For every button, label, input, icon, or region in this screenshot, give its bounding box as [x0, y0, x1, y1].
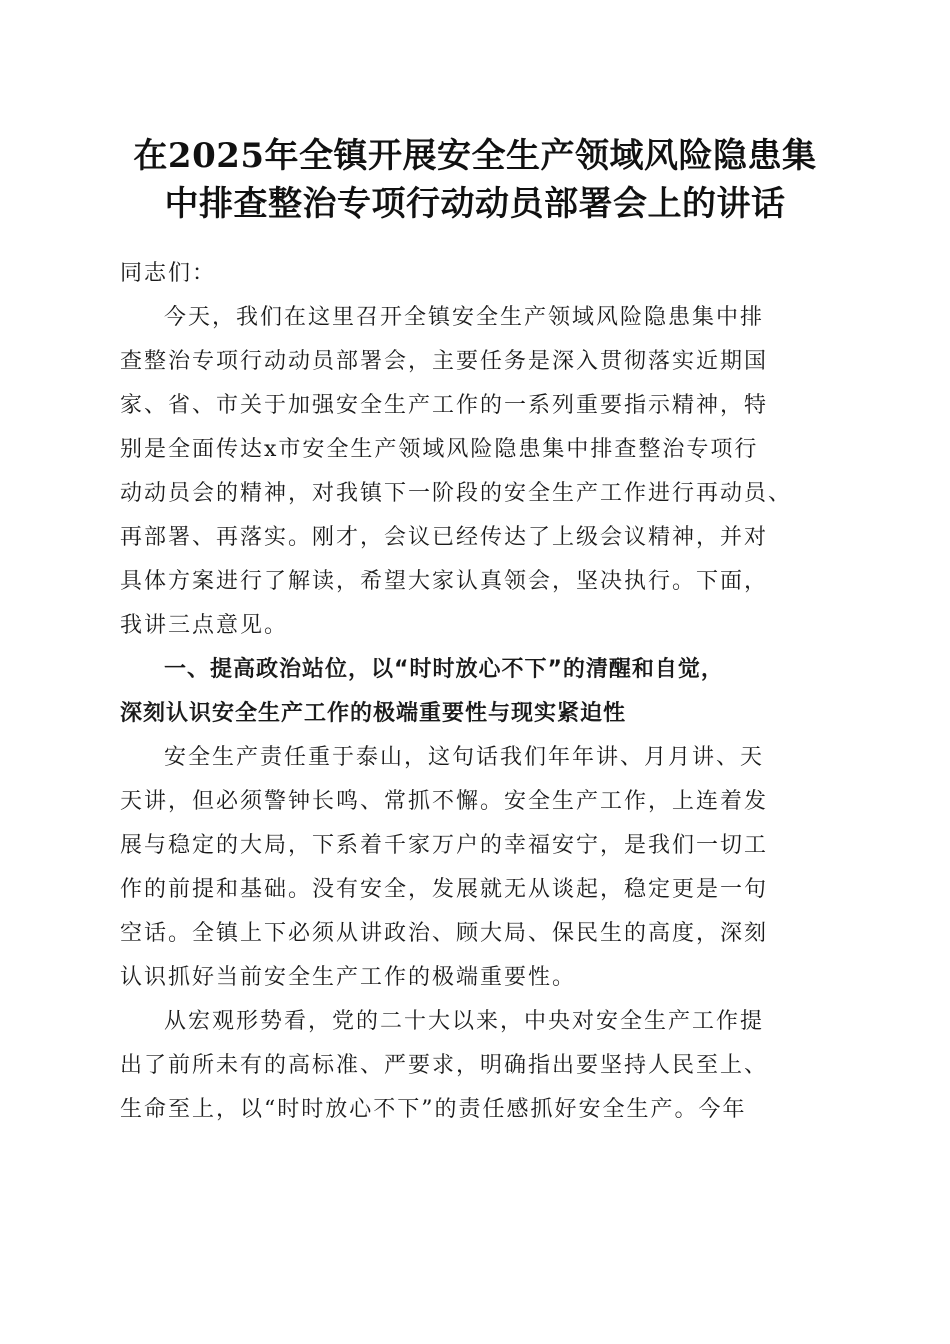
paragraph-line: 认识抓好当前安全生产工作的极端重要性。	[120, 965, 577, 990]
title-line-2: 中排查整治专项行动动员部署会上的讲话	[164, 184, 786, 224]
document-body	[120, 252, 835, 1132]
paragraph-line: 具体方案进行了解读，希望大家认真领会，坚决执行。下面，	[120, 569, 769, 594]
paragraph-line: 查整治专项行动动员部署会，主要任务是深入贯彻落实近期国	[120, 349, 769, 374]
paragraph-importance	[120, 736, 835, 1000]
paragraph-line: 作的前提和基础。没有安全，发展就无从谈起，稳定更是一句	[120, 877, 769, 902]
paragraph-line: 展与稳定的大局，下系着千家万户的幸福安宁，是我们一切工	[120, 833, 769, 858]
paragraph-line: 从宏观形势看，党的二十大以来，中央对安全生产工作提	[164, 1009, 765, 1034]
salutation: 同志们：	[120, 261, 217, 286]
paragraph-line: 动动员会的精神，对我镇下一阶段的安全生产工作进行再动员、	[120, 481, 793, 506]
paragraph-line: 安全生产责任重于泰山，这句话我们年年讲、月月讲、天	[164, 745, 765, 770]
section-heading-1	[120, 648, 835, 736]
paragraph-line: 今天，我们在这里召开全镇安全生产领域风险隐患集中排	[164, 305, 765, 330]
paragraph-line: 生命至上，以“时时放心不下”的责任感抓好安全生产。今年	[120, 1097, 747, 1122]
heading-line: 一、提高政治站位，以“时时放心不下”的清醒和自觉，	[164, 657, 724, 682]
paragraph-line: 别是全面传达x市安全生产领域风险隐患集中排查整治专项行	[120, 437, 759, 462]
paragraph-line: 空话。全镇上下必须从讲政治、顾大局、保民生的高度，深刻	[120, 921, 769, 946]
paragraph-line: 天讲，但必须警钟长鸣、常抓不懈。安全生产工作，上连着发	[120, 789, 769, 814]
paragraph-line: 我讲三点意见。	[120, 613, 289, 638]
document-title	[100, 132, 850, 228]
paragraph-line: 家、省、市关于加强安全生产工作的一系列重要指示精神，特	[120, 393, 769, 418]
paragraph-line: 出了前所未有的高标准、严要求，明确指出要坚持人民至上、	[120, 1053, 769, 1078]
heading-line: 深刻认识安全生产工作的极端重要性与现实紧迫性	[120, 701, 627, 726]
paragraph-line: 再部署、再落实。刚才，会议已经传达了上级会议精神，并对	[120, 525, 769, 550]
title-line-1: 在2025年全镇开展安全生产领域风险隐患集	[133, 136, 817, 176]
paragraph-macro-situation	[120, 1000, 835, 1132]
paragraph-intro	[120, 296, 835, 648]
